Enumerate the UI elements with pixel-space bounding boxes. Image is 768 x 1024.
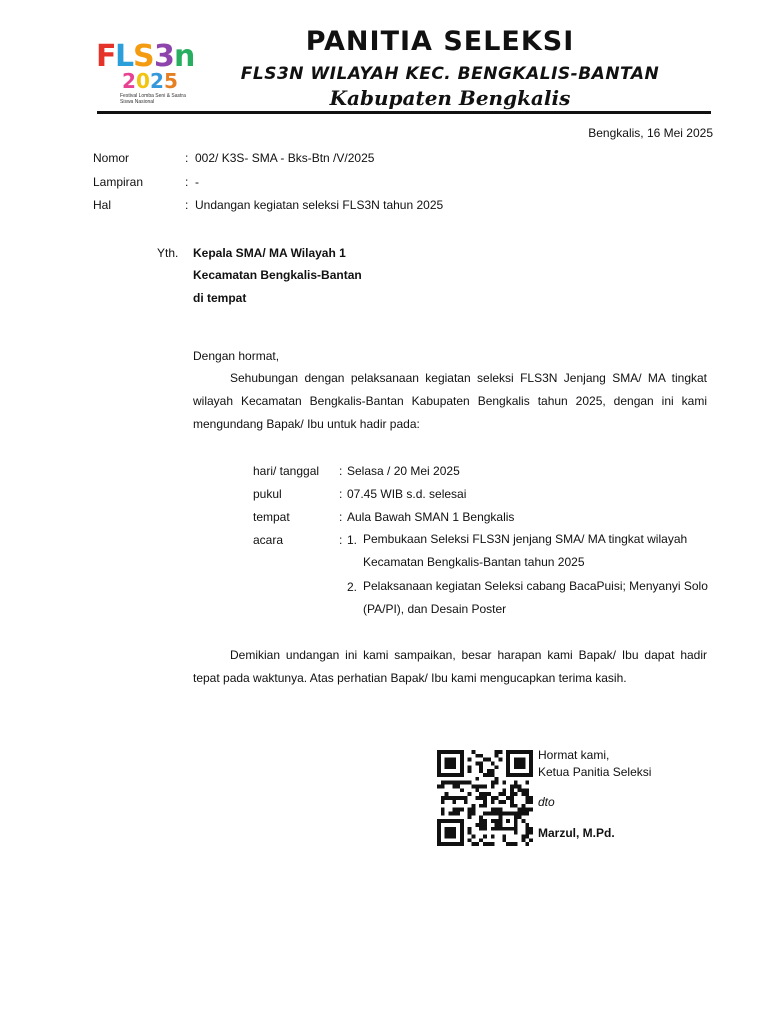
qr-code — [436, 750, 534, 846]
salutation: Yth. — [157, 246, 179, 260]
svg-text:2: 2 — [150, 69, 164, 93]
svg-text:L: L — [115, 39, 135, 74]
signature-regards: Hormat kami, — [538, 748, 610, 762]
svg-text:n: n — [174, 39, 196, 74]
svg-text:5: 5 — [164, 69, 178, 93]
agenda-number: 1. — [347, 533, 358, 547]
detail-colon: : — [339, 487, 343, 501]
meta-label-lampiran: Lampiran — [93, 175, 144, 189]
letterhead-subtitle: FLS3N WILAYAH KEC. BENGKALIS-BANTAN — [240, 64, 660, 84]
detail-colon: : — [339, 533, 343, 547]
svg-text:3: 3 — [154, 39, 175, 74]
agenda-item-2: Pelaksanaan kegiatan Seleksi cabang BacaPuisi; Menyanyi Solo (PA/PI), dan Desain Poster — [363, 579, 708, 616]
detail-value-place: Aula Bawah SMAN 1 Bengkalis — [347, 510, 515, 524]
detail-value-time: 07.45 WIB s.d. selesai — [347, 487, 467, 501]
detail-label-time: pukul — [253, 487, 282, 501]
header-divider — [97, 111, 711, 114]
signature-name: Marzul, M.Pd. — [538, 826, 615, 840]
signature-dto: dto — [538, 795, 555, 809]
detail-label-day: hari/ tanggal — [253, 464, 320, 478]
svg-text:S: S — [133, 39, 155, 74]
greeting: Dengan hormat, — [193, 349, 280, 363]
meta-colon: : — [185, 151, 189, 165]
detail-value-day: Selasa / 20 Mei 2025 — [347, 464, 460, 478]
detail-label-place: tempat — [253, 510, 290, 524]
detail-label-agenda: acara — [253, 533, 284, 547]
paragraph-1: Sehubungan dengan pelaksanaan kegiatan seleksi FLS3N Jenjang SMA/ MA tingkat wilayah Kecamatan Bengkalis-Bantan Kabupaten Bengkalis tahun 2025, dengan ini kami mengundang Bapak/ Ibu untuk hadir pada: — [193, 371, 707, 431]
meta-label-nomor: Nomor — [93, 151, 130, 165]
recipient-line-3: di tempat — [193, 291, 247, 305]
meta-colon: : — [185, 198, 189, 212]
meta-value-hal: Undangan kegiatan seleksi FLS3N tahun 2025 — [195, 198, 444, 212]
meta-label-hal: Hal — [93, 198, 112, 212]
letter-date: Bengkalis, 16 Mei 2025 — [588, 126, 713, 140]
meta-value-lampiran: - — [195, 175, 199, 189]
recipient-line-1: Kepala SMA/ MA Wilayah 1 — [193, 246, 346, 260]
letterhead-title: PANITIA SELEKSI — [305, 26, 575, 57]
detail-colon: : — [339, 464, 343, 478]
agenda-number: 2. — [347, 580, 358, 594]
meta-value-nomor: 002/ K3S- SMA - Bks-Btn /V/2025 — [195, 151, 375, 165]
svg-text:F: F — [96, 39, 117, 74]
svg-text:2: 2 — [122, 69, 136, 93]
meta-colon: : — [185, 175, 189, 189]
recipient-line-2: Kecamatan Bengkalis-Bantan — [193, 268, 362, 282]
detail-colon: : — [339, 510, 343, 524]
logo-caption: Festival Lomba Seni & Sastra Siswa Nasional — [120, 93, 186, 105]
signature-position: Ketua Panitia Seleksi — [538, 765, 652, 779]
closing-paragraph: Demikian undangan ini kami sampaikan, besar harapan kami Bapak/ Ibu dapat hadir tepat pada waktunya. Atas perhatian Bapak/ Ibu kami mengucapkan terima kasih. — [193, 648, 707, 685]
agenda-item-1: Pembukaan Seleksi FLS3N jenjang SMA/ MA tingkat wilayah Kecamatan Bengkalis-Bantan tahun 2025 — [363, 532, 688, 569]
svg-text:0: 0 — [136, 69, 150, 93]
letterhead-regency: Kabupaten Bengkalis — [329, 86, 571, 110]
